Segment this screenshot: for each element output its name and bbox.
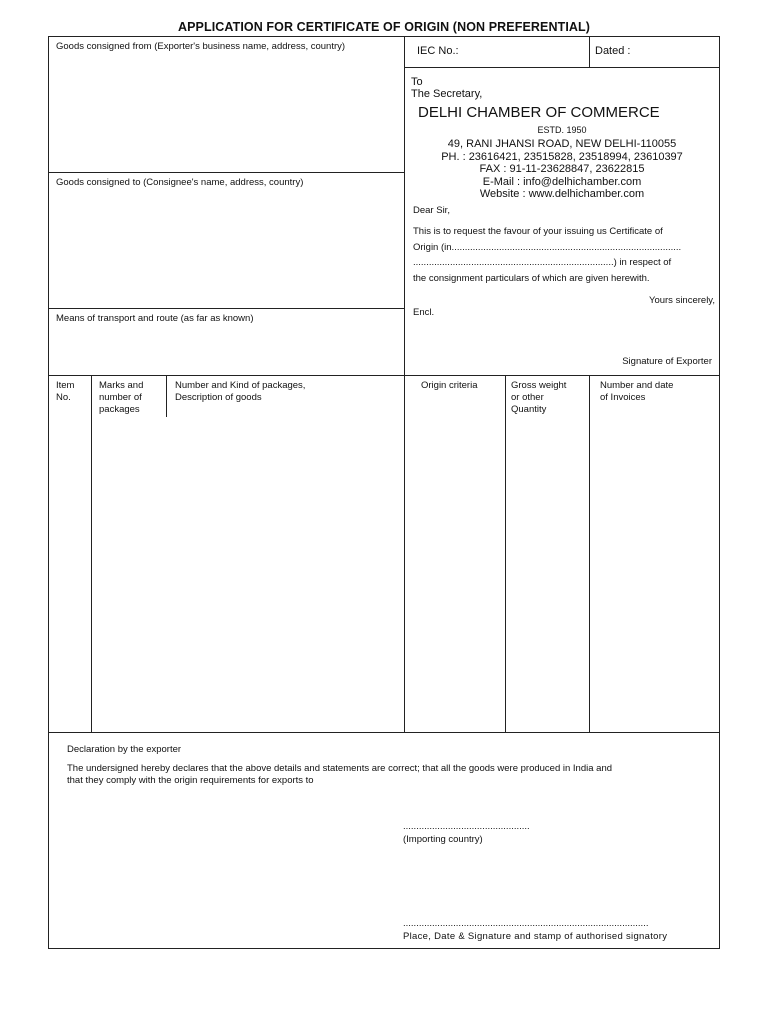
chamber-website: Website : www.delhichamber.com bbox=[479, 188, 645, 200]
letter-body-line4: the consignment particulars of which are given herewith. bbox=[413, 273, 650, 284]
importing-country-field[interactable]: ................................................ bbox=[403, 821, 530, 832]
divider-col-invoices bbox=[589, 375, 590, 733]
letter-encl: Encl. bbox=[413, 307, 435, 318]
col-packages-1: Number and Kind of packages, bbox=[175, 380, 306, 391]
divider-table-top bbox=[48, 375, 720, 376]
divider-to-transport bbox=[48, 308, 404, 309]
col-gross-3: Quantity bbox=[511, 404, 547, 415]
authorised-signature-label: Place, Date & Signature and stamp of authorised signatory bbox=[403, 931, 668, 942]
col-item-no-1: Item bbox=[56, 380, 75, 391]
transport-label: Means of transport and route (as far as known) bbox=[56, 313, 254, 324]
divider-declaration bbox=[48, 732, 720, 733]
divider-col-gross bbox=[505, 375, 506, 733]
letter-body-line2: Origin (in....................................................................................... bbox=[413, 242, 682, 253]
col-marks-3: packages bbox=[99, 404, 140, 415]
col-invoices-2: of Invoices bbox=[600, 392, 646, 403]
col-marks-1: Marks and bbox=[99, 380, 144, 391]
form-title: APPLICATION FOR CERTIFICATE OF ORIGIN (NON PREFERENTIAL) bbox=[177, 20, 591, 34]
col-gross-2: or other bbox=[511, 392, 544, 403]
letter-secretary: The Secretary, bbox=[411, 88, 483, 100]
letter-body-line1: This is to request the favour of your issuing us Certificate of bbox=[413, 226, 663, 237]
chamber-name: DELHI CHAMBER OF COMMERCE bbox=[418, 104, 660, 121]
declaration-text-line1: The undersigned hereby declares that the above details and statements are correct; that all the goods were produced in India and bbox=[67, 763, 613, 774]
letter-yours: Yours sincerely, bbox=[648, 295, 715, 306]
letter-dear: Dear Sir, bbox=[413, 205, 450, 216]
col-packages-2: Description of goods bbox=[175, 392, 262, 403]
declaration-text-line2: that they comply with the origin requirements for exports to bbox=[67, 775, 314, 786]
col-gross-1: Gross weight bbox=[511, 380, 567, 391]
chamber-address: 49, RANI JHANSI ROAD, NEW DELHI-110055 bbox=[447, 138, 677, 150]
dated-label: Dated : bbox=[595, 45, 631, 57]
divider-col-item bbox=[91, 375, 92, 733]
chamber-estd: ESTD. 1950 bbox=[537, 125, 587, 135]
col-origin-criteria: Origin criteria bbox=[421, 380, 478, 391]
divider-col-marks bbox=[166, 375, 167, 417]
divider-iec-dated bbox=[589, 36, 590, 67]
col-item-no-2: No. bbox=[56, 392, 71, 403]
authorised-signature-field[interactable]: ............................................................................................. bbox=[403, 918, 649, 929]
chamber-phone: PH. : 23616421, 23515828, 23518994, 23610397 bbox=[441, 151, 683, 163]
declaration-heading: Declaration by the exporter bbox=[67, 744, 182, 755]
chamber-email: E-Mail : info@delhichamber.com bbox=[482, 176, 642, 188]
divider-iec-row bbox=[404, 67, 720, 68]
consigned-from-label: Goods consigned from (Exporter's business name, address, country) bbox=[56, 41, 346, 52]
consigned-to-label: Goods consigned to (Consignee's name, address, country) bbox=[56, 177, 304, 188]
importing-country-label: (Importing country) bbox=[403, 834, 483, 845]
iec-label: IEC No.: bbox=[417, 45, 459, 57]
col-invoices-1: Number and date bbox=[600, 380, 674, 391]
col-marks-2: number of bbox=[99, 392, 142, 403]
chamber-fax: FAX : 91-11-23628847, 23622815 bbox=[479, 163, 645, 175]
letter-body-line3: ............................................................................) in respect of bbox=[413, 257, 672, 268]
divider-from-to bbox=[48, 172, 404, 173]
letter-to: To bbox=[411, 76, 423, 88]
exporter-signature-label: Signature of Exporter bbox=[622, 356, 712, 367]
